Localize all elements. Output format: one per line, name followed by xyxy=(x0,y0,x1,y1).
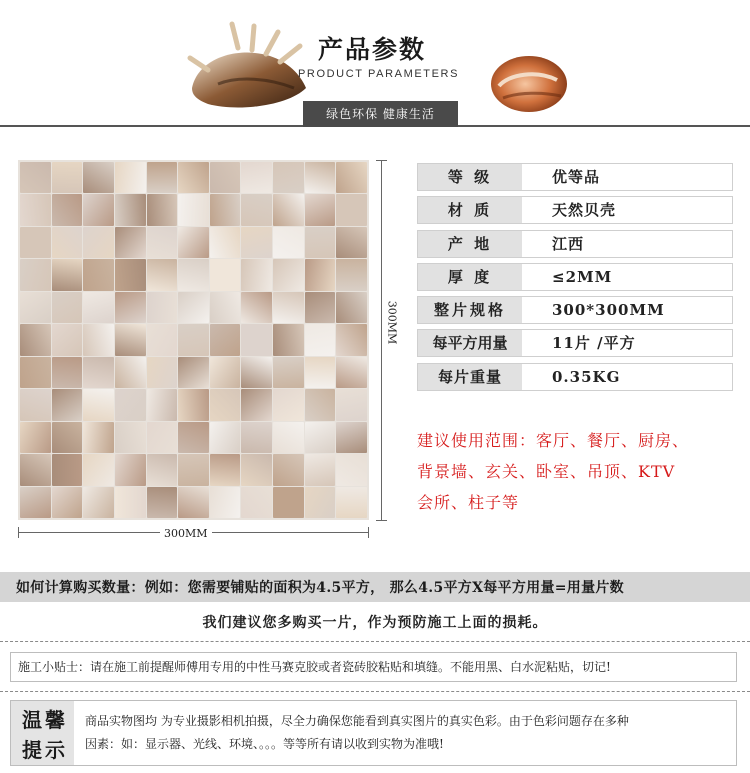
mosaic-tile xyxy=(210,259,241,290)
mosaic-tile xyxy=(178,454,209,485)
mosaic-tile xyxy=(147,162,178,193)
param-row-grade xyxy=(417,163,733,191)
mosaic-tile xyxy=(83,357,114,388)
mosaic-tile xyxy=(336,194,367,225)
mosaic-tile xyxy=(241,292,272,323)
mosaic-tile xyxy=(178,227,209,258)
mosaic-tile xyxy=(305,454,336,485)
mosaic-tile xyxy=(20,422,51,453)
notice-line: 商品实物图均 为专业摄影相机拍摄，尽全力确保您能看到真实图片的真实色彩。由于色彩问题存在多种 xyxy=(85,714,629,728)
mosaic-tile xyxy=(52,357,83,388)
mosaic-tile xyxy=(241,357,272,388)
conch-shell-image xyxy=(178,18,318,118)
mosaic-tile xyxy=(115,454,146,485)
mosaic-tile xyxy=(52,227,83,258)
spider-conch-shell-image xyxy=(485,46,575,118)
mosaic-tile xyxy=(52,259,83,290)
mosaic-tile xyxy=(83,422,114,453)
param-label: 每片重量 xyxy=(418,364,522,390)
mosaic-tile xyxy=(273,389,304,420)
mosaic-tile xyxy=(83,194,114,225)
mosaic-tile xyxy=(305,259,336,290)
mosaic-tile xyxy=(52,162,83,193)
mosaic-tile xyxy=(20,194,51,225)
height-dimension-label: 300MM xyxy=(385,300,399,345)
usage-scope-text xyxy=(417,425,737,518)
dashed-divider xyxy=(0,691,750,692)
mosaic-tile xyxy=(83,324,114,355)
notice-heading: 提示 xyxy=(22,738,68,762)
param-label: 产 地 xyxy=(418,231,522,257)
slogan-badge: 绿色环保 健康生活 xyxy=(303,101,458,127)
mosaic-tile xyxy=(336,162,367,193)
param-label: 等 级 xyxy=(418,164,522,190)
mosaic-tile xyxy=(305,357,336,388)
mosaic-tile xyxy=(20,292,51,323)
mosaic-tile xyxy=(83,454,114,485)
mosaic-tile xyxy=(210,454,241,485)
width-dimension-cap-right xyxy=(368,527,369,538)
mosaic-tile xyxy=(178,259,209,290)
mosaic-tile xyxy=(20,324,51,355)
mosaic-tile xyxy=(115,259,146,290)
mosaic-tile xyxy=(273,194,304,225)
mosaic-tile xyxy=(305,227,336,258)
mosaic-tile xyxy=(52,324,83,355)
mosaic-tile xyxy=(115,227,146,258)
mosaic-tile xyxy=(20,162,51,193)
mosaic-tile xyxy=(147,454,178,485)
mosaic-tile xyxy=(147,324,178,355)
notice-heading: 温馨 xyxy=(22,708,68,732)
mosaic-tile xyxy=(20,357,51,388)
mosaic-tile xyxy=(115,389,146,420)
mosaic-tile xyxy=(241,487,272,518)
mosaic-tile xyxy=(241,454,272,485)
mosaic-tile xyxy=(115,292,146,323)
mosaic-tile xyxy=(178,324,209,355)
mosaic-tile xyxy=(83,487,114,518)
calc-instruction: 如何计算购买数量：例如：您需要铺贴的面积为4.5平方， 那么4.5平方X每平方用量=用量片数 xyxy=(16,580,624,596)
param-label: 每平方用量 xyxy=(418,330,522,356)
page-title: 产品参数 xyxy=(318,35,427,64)
notice-line: 因素：如：显示器、光线、环境、。。。等等所有请以收到实物为准哦! xyxy=(85,737,444,751)
mosaic-tile xyxy=(210,389,241,420)
mosaic-tile xyxy=(305,162,336,193)
mosaic-tile xyxy=(273,227,304,258)
param-row-origin xyxy=(417,230,733,258)
param-value: 300*300MM xyxy=(522,297,732,323)
param-value: 11片 /平方 xyxy=(522,330,732,356)
mosaic-tile xyxy=(52,422,83,453)
width-dimension-label: 300MM xyxy=(160,527,212,540)
mosaic-tile xyxy=(147,422,178,453)
height-dimension-cap-bottom xyxy=(376,520,387,521)
mosaic-tile xyxy=(52,292,83,323)
mosaic-tile xyxy=(20,259,51,290)
mosaic-tile xyxy=(273,487,304,518)
mosaic-tile xyxy=(83,227,114,258)
mosaic-tile xyxy=(20,227,51,258)
mosaic-tile xyxy=(178,162,209,193)
mosaic-tile xyxy=(147,194,178,225)
mosaic-tile xyxy=(336,357,367,388)
mosaic-tile xyxy=(147,357,178,388)
param-row-sheet-size xyxy=(417,296,733,324)
mosaic-tile xyxy=(241,259,272,290)
mosaic-tile xyxy=(305,292,336,323)
mosaic-tile xyxy=(83,162,114,193)
mosaic-tile xyxy=(178,292,209,323)
param-value: 优等品 xyxy=(522,164,732,190)
mosaic-tile xyxy=(52,454,83,485)
mosaic-tile xyxy=(273,324,304,355)
notice-text xyxy=(85,710,730,756)
mosaic-tile xyxy=(336,487,367,518)
mosaic-tile xyxy=(147,487,178,518)
mosaic-tile xyxy=(305,389,336,420)
mosaic-tile xyxy=(273,259,304,290)
mosaic-tile xyxy=(20,454,51,485)
param-label: 整片规格 xyxy=(418,297,522,323)
mosaic-tile xyxy=(210,487,241,518)
mosaic-tile xyxy=(273,422,304,453)
mosaic-tile xyxy=(336,292,367,323)
mosaic-tile xyxy=(305,194,336,225)
mosaic-tile xyxy=(336,259,367,290)
mosaic-tile xyxy=(83,259,114,290)
mosaic-tile xyxy=(336,324,367,355)
mosaic-tile xyxy=(336,389,367,420)
mosaic-tile xyxy=(210,162,241,193)
mosaic-tile xyxy=(147,389,178,420)
mosaic-tile xyxy=(178,422,209,453)
width-dimension-cap-left xyxy=(18,527,19,538)
page-subtitle-en: PRODUCT PARAMETERS xyxy=(298,68,460,80)
mosaic-tile xyxy=(305,487,336,518)
mosaic-tile xyxy=(115,422,146,453)
usage-line: 会所、柱子等 xyxy=(417,493,520,512)
mosaic-tile xyxy=(241,227,272,258)
mosaic-tile xyxy=(210,324,241,355)
param-row-weight xyxy=(417,363,733,391)
mosaic-tile xyxy=(178,194,209,225)
height-dimension-line xyxy=(381,160,382,520)
mosaic-tile xyxy=(83,389,114,420)
mosaic-tile xyxy=(210,357,241,388)
mosaic-tile xyxy=(273,162,304,193)
mosaic-tile xyxy=(273,454,304,485)
mosaic-tile xyxy=(241,194,272,225)
mosaic-tile xyxy=(336,422,367,453)
mosaic-product-image xyxy=(18,160,369,520)
mosaic-tile xyxy=(115,487,146,518)
param-value: 江西 xyxy=(522,231,732,257)
mosaic-tile xyxy=(115,324,146,355)
mosaic-tile xyxy=(20,389,51,420)
param-label: 厚 度 xyxy=(418,264,522,290)
param-value: 0.35KG xyxy=(522,364,732,390)
param-label: 材 质 xyxy=(418,197,522,223)
mosaic-tile xyxy=(52,487,83,518)
param-row-material xyxy=(417,196,733,224)
param-row-thickness xyxy=(417,263,733,291)
param-row-usage-per-sqm xyxy=(417,329,733,357)
param-value: 天然贝壳 xyxy=(522,197,732,223)
mosaic-tile xyxy=(210,227,241,258)
mosaic-tile xyxy=(147,227,178,258)
usage-line: 背景墙、玄关、卧室、吊顶、KTV xyxy=(417,462,676,481)
mosaic-tile xyxy=(305,422,336,453)
mosaic-tile xyxy=(178,487,209,518)
mosaic-tile xyxy=(305,324,336,355)
mosaic-tile xyxy=(178,389,209,420)
mosaic-tile xyxy=(147,259,178,290)
dashed-divider xyxy=(0,641,750,642)
mosaic-tile xyxy=(178,357,209,388)
mosaic-tile xyxy=(241,389,272,420)
mosaic-tile xyxy=(147,292,178,323)
mosaic-tile xyxy=(273,357,304,388)
mosaic-tile xyxy=(336,454,367,485)
mosaic-tile xyxy=(210,194,241,225)
mosaic-tile xyxy=(336,227,367,258)
construction-tip-text: 施工小贴士：请在施工前提醒师傅用专用的中性马赛克胶或者瓷砖胶粘贴和填缝。不能用黑、白水泥粘贴，切记! xyxy=(18,660,611,674)
parameter-table xyxy=(417,163,733,396)
usage-line: 建议使用范围：客厅、餐厅、厨房、 xyxy=(417,431,690,450)
mosaic-tile xyxy=(241,324,272,355)
mosaic-tile xyxy=(115,357,146,388)
mosaic-tile xyxy=(83,292,114,323)
mosaic-tile xyxy=(273,292,304,323)
mosaic-tile xyxy=(20,487,51,518)
mosaic-tile xyxy=(52,389,83,420)
mosaic-tile xyxy=(115,162,146,193)
param-value: ≤2MM xyxy=(522,264,732,290)
height-dimension-cap-top xyxy=(376,160,387,161)
mosaic-tile xyxy=(210,292,241,323)
purchase-suggestion: 我们建议您多购买一片，作为预防施工上面的损耗。 xyxy=(202,615,548,631)
mosaic-tile xyxy=(115,194,146,225)
mosaic-tile xyxy=(241,162,272,193)
mosaic-tile xyxy=(210,422,241,453)
mosaic-tile xyxy=(52,194,83,225)
mosaic-tile xyxy=(241,422,272,453)
